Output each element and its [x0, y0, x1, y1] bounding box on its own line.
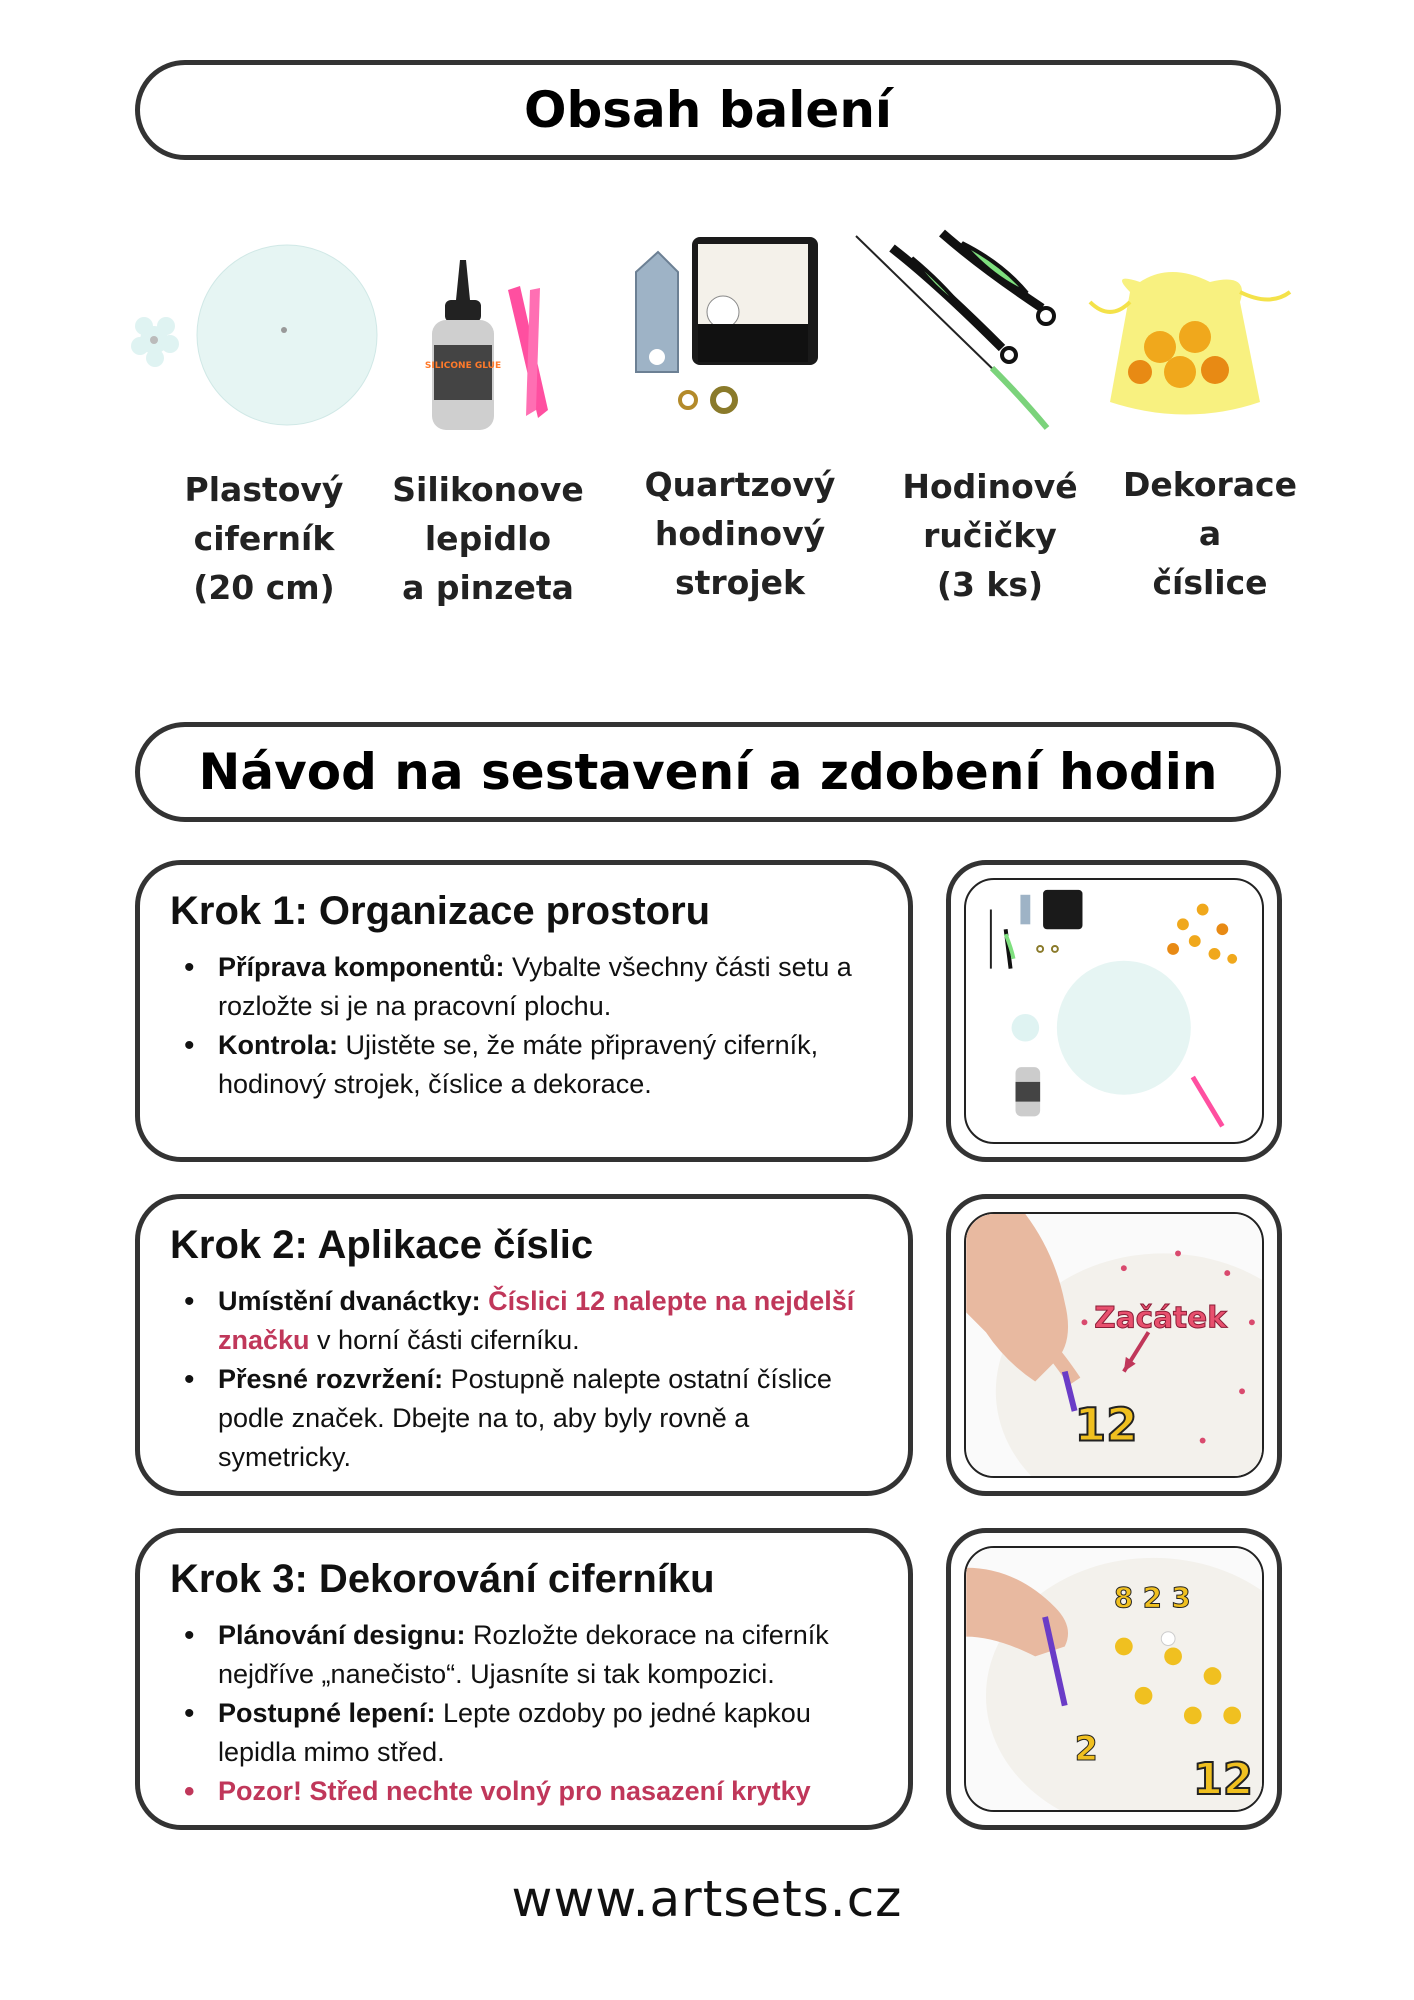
step-1-title: Krok 1: Organizace prostoru	[170, 889, 711, 933]
glue-tweezers-image	[420, 260, 560, 430]
step-2-photo	[964, 1212, 1264, 1478]
svg-text:2: 2	[1074, 1728, 1098, 1768]
section-title-contents-text: Obsah balení	[523, 81, 893, 139]
item-label-dial: Plastový ciferník (20 cm)	[184, 470, 344, 607]
step-3-box	[135, 1528, 913, 1830]
glue-label-text: SILICONE GLUE	[424, 361, 502, 371]
step-1-bullet-1: • Příprava komponentů: Vybalte všechny části setu a rozložte si je na pracovní plochu.	[170, 948, 878, 1026]
step-2-list	[170, 1282, 878, 1477]
step-1-list	[170, 948, 878, 1104]
step-1-bullet-2: • Kontrola: Ujistěte se, že máte připravený ciferník, hodinový strojek, číslice a dekorace.	[170, 1026, 878, 1104]
step-1-photo-frame	[946, 860, 1282, 1162]
step-1-box	[135, 860, 913, 1162]
step-3-title: Krok 3: Dekorování ciferníku	[170, 1557, 715, 1601]
step-2-box	[135, 1194, 913, 1496]
section-title-instructions-text: Návod na sestavení a zdobení hodin	[198, 743, 1218, 801]
clock-hands-image	[852, 228, 1072, 438]
item-label-glue: Silikonove lepidlo a pinzeta	[392, 470, 584, 607]
item-label-hands: Hodinové ručičky (3 ks)	[902, 467, 1078, 604]
step-3-bullet-1: • Plánování designu: Rozložte dekorace na ciferník nejdříve „nanečisto“. Ujasníte si tak kompozici.	[170, 1616, 878, 1694]
item-label-movement: Quartzový hodinový strojek	[644, 465, 836, 602]
step-3-warning: • Pozor! Střed nechte volný pro nasazení krytky	[170, 1772, 878, 1811]
svg-text:8 2 3: 8 2 3	[1114, 1581, 1191, 1615]
step-2-bullet-2: • Přesné rozvržení: Postupně nalepte ostatní číslice podle značek. Dbejte na to, aby byly rovně a symetricky.	[170, 1360, 878, 1477]
clock-movement-image	[628, 232, 828, 432]
section-title-contents	[135, 60, 1281, 160]
clock-dial-image	[122, 240, 382, 430]
step-3-photo-frame	[946, 1528, 1282, 1830]
step-2-bullet-1: • Umístění dvanáctky: Číslici 12 nalepte na nejdelší značku v horní části ciferníku.	[170, 1282, 878, 1360]
step-2-photo-frame	[946, 1194, 1282, 1496]
step-1-photo	[964, 878, 1264, 1144]
section-title-instructions	[135, 722, 1281, 822]
svg-text:12: 12	[1074, 1398, 1138, 1452]
flower-cap-icon	[131, 317, 179, 367]
start-label: Začátek	[1094, 1300, 1227, 1335]
footer-website[interactable]: www.artsets.cz	[511, 1870, 903, 1928]
svg-text:12: 12	[1192, 1755, 1254, 1806]
item-label-decorations: Dekorace a číslice	[1123, 465, 1297, 602]
step-3-bullet-2: • Postupné lepení: Lepte ozdoby po jedné kapkou lepidla mimo střed.	[170, 1694, 878, 1772]
step-3-photo	[964, 1546, 1264, 1812]
decorations-bag-image	[1070, 262, 1304, 422]
step-2-title: Krok 2: Aplikace číslic	[170, 1223, 594, 1267]
step-3-list	[170, 1616, 878, 1811]
